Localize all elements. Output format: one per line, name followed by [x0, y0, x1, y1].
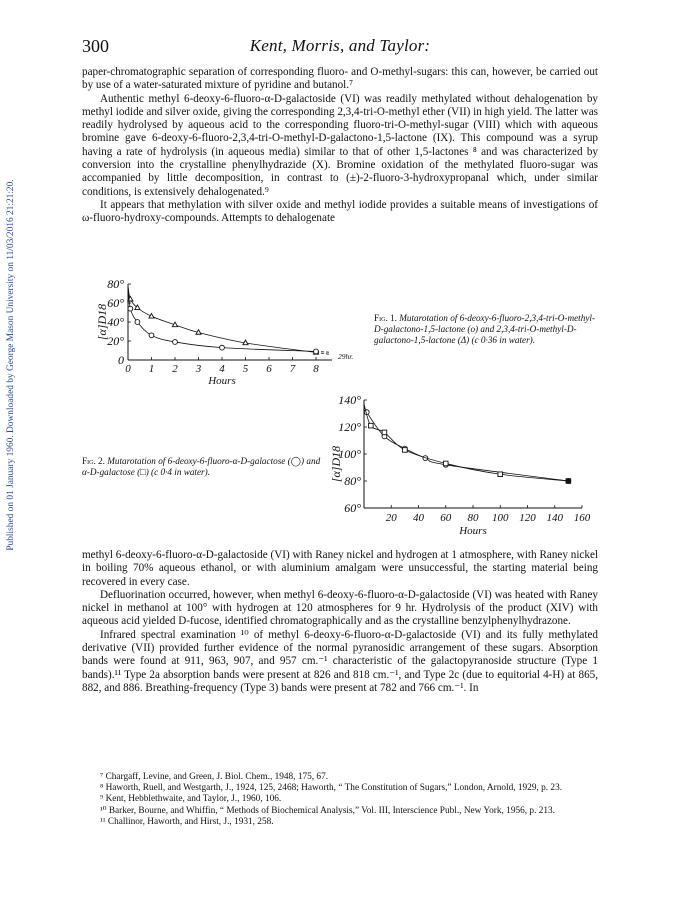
x-tick-label: 120	[519, 512, 536, 524]
x-tick-label: 5	[242, 363, 249, 375]
figure-2-caption-text: Mutarotation of 6-deoxy-6-fluoro-α-D-galactose (◯) and α-D-galactose (□) (c 0·4 in water).	[82, 456, 321, 477]
figure-1-plot	[95, 277, 353, 384]
page-header	[82, 36, 598, 58]
x-tick-label: 1	[148, 363, 155, 375]
data-point-circle	[220, 345, 225, 350]
y-tick-label: 20°	[107, 334, 124, 348]
figure-2-caption	[82, 456, 322, 478]
x-tick-label: 6	[266, 363, 272, 375]
series-line-square	[364, 404, 568, 481]
data-point-circle	[173, 340, 178, 345]
data-point-circle	[128, 306, 133, 311]
data-point-final	[566, 478, 571, 483]
x-tick-label: 100	[492, 512, 509, 524]
x-tick-label: 0	[125, 363, 131, 375]
footnote: ¹¹ Challinor, Haworth, and Hirst, J., 1931, 258.	[100, 816, 274, 827]
y-tick-label: 120°	[338, 420, 361, 434]
x-break-label: 29hr.	[338, 352, 354, 361]
paragraph: Infrared spectral examination ¹⁰ of methyl 6-deoxy-6-fluoro-α-D-galactoside (VI) and its fully methylated derivative (VII) provided further evidence of the normal pyranosidic arrangement of these sugars. Absorption bands were found at 911, 963, 907, and 957 cm.⁻¹ characteristic of the galactopyranoside structure (Type 1 bands).¹¹ Type 2a absorption bands were present at 826 and 818 cm.⁻¹, and Type 2c (due to equitorial 4-H) at 865, 882, and 886. Breathing-frequency (Type 3) bands were present at 782 and 766 cm.⁻¹. In	[82, 628, 598, 694]
x-tick-label: 7	[289, 363, 296, 375]
y-axis-label: [α]D18	[329, 445, 343, 483]
x-tick-label: 60	[440, 512, 452, 524]
x-tick-label: 140	[546, 512, 563, 524]
x-tick-label: 8	[313, 363, 319, 375]
x-tick-label: 3	[195, 363, 202, 375]
y-tick-label: 100°	[338, 447, 361, 461]
body-text-top	[82, 66, 598, 226]
y-tick-label: 40°	[107, 315, 124, 329]
figure-2-plot	[329, 393, 591, 537]
data-point-circle	[314, 349, 319, 354]
paragraph: paper-chromatographic separation of corresponding fluoro- and O-methyl-sugars: this can, however, be carried out by use of a water-saturated mixture of pyridine and butanol.⁷	[82, 66, 598, 92]
data-point-square	[369, 423, 374, 428]
footnote: ¹⁰ Barker, Bourne, and Whiffin, “ Methods of Biochemical Analysis,” Vol. III, Interscience Publ., New York, 1956, p. 213.	[100, 805, 555, 816]
x-tick-label: 40	[413, 512, 424, 524]
footnotes	[82, 772, 598, 828]
paragraph: Defluorination occurred, however, when methyl 6-deoxy-6-fluoro-α-D-galactoside (VI) was heated with Raney nickel in methanol at 100° with hydrogen at 120 atmospheres for 9 hr. Hydrolysis of the product (XIV) with aqueous acid yielded D-fucose, identified chromatographically and as the crystalline benzylphenylhydrazone.	[82, 588, 598, 628]
x-tick-label: 80	[467, 512, 479, 524]
body-text-bottom	[82, 549, 598, 695]
download-watermark-text: Published on 01 January 1960. Downloaded by George Mason University on 11/03/2016 21:21:20.	[6, 179, 16, 551]
data-point-square	[498, 472, 503, 477]
data-point-circle	[135, 320, 140, 325]
download-watermark	[4, 150, 18, 580]
series-line-circle	[128, 286, 316, 352]
figure-1-label: Fig. 1.	[374, 313, 397, 323]
x-tick-label: 2	[172, 363, 178, 375]
paragraph: Authentic methyl 6-deoxy-6-fluoro-α-D-galactoside (VI) was readily methylated without dehalogenation by methyl iodide and silver oxide, giving the corresponding 2,3,4-tri-O-methyl ether (VII) in high yield. The latter was readily hydrolysed by aqueous acid to the corresponding fluoro-tri-O-methyl-sugar (VIII) which with aqueous bromine gave 6-deoxy-6-fluoro-2,3,4-tri-O-methyl-D-galactono-1,5-lactone (IX). This compound was a syrup having a rate of hydrolysis (in aqueous media) similar to that of other 1,5-lactones ⁸ and was characterized by conversion into the crystalline phenylhydrazide (X). Bromine oxidation of the methylated fluoro-sugar was accompanied by little decomposition, in contrast to (±)-2-fluoro-3-hydroxypropanal which, under similar conditions, is extensively dehalogenated.⁹	[82, 92, 598, 198]
series-line-triangle	[128, 286, 316, 353]
x-axis-label: Hours	[208, 375, 236, 384]
data-point-square	[382, 430, 387, 435]
data-point-square	[443, 461, 448, 466]
footnote: ⁸ Haworth, Ruell, and Westgarth, J., 1924, 125, 2468; Haworth, “ The Constitution of Sugars,” London, Arnold, 1929, p. 23.	[100, 783, 563, 794]
figure-2-chart	[328, 386, 598, 542]
paragraph: methyl 6-deoxy-6-fluoro-α-D-galactoside (VI) with Raney nickel and hydrogen at 1 atmosphere, with Raney nickel in boiling 70% aqueous ethanol, or with aluminium amalgam were unsuccessful, the starting material being recovered in every case.	[82, 549, 598, 588]
y-tick-label: 140°	[338, 393, 361, 407]
paragraph: It appears that methylation with silver oxide and methyl iodide provides a suitable means of investigations of ω-fluoro-hydroxy-compounds. Attempts to dehalogenate	[82, 198, 598, 225]
y-tick-label: 60°	[107, 296, 124, 310]
page-number: 300	[82, 36, 109, 56]
data-point-circle	[149, 333, 154, 338]
footnote: ⁷ Chargaff, Levine, and Green, J. Biol. Chem., 1948, 175, 67.	[100, 772, 329, 782]
data-point-square	[403, 448, 408, 453]
y-axis-label: [α]D18	[95, 303, 109, 341]
x-tick-label: 4	[219, 363, 225, 375]
x-tick-label: 20	[385, 512, 397, 524]
running-title: Kent, Morris, and Taylor:	[249, 36, 431, 55]
figure-1-chart	[82, 274, 372, 384]
figure-1-caption-text: Mutarotation of 6-deoxy-6-fluoro-2,3,4-tri-O-methyl-D-galactono-1,5-lactone (o) and 2,3,4-tri-O-methyl-D-galactono-1,5-lactone (Δ) (c 0·36 in water).	[374, 313, 596, 345]
x-axis-label: Hours	[459, 525, 487, 537]
footnote: ⁹ Kent, Hebblethwaite, and Taylor, J., 1960, 106.	[100, 794, 282, 805]
y-tick-label: 60°	[344, 501, 361, 515]
figure-1-caption	[374, 313, 598, 346]
y-tick-label: 80°	[344, 474, 361, 488]
figure-2-label: Fig. 2.	[82, 456, 105, 466]
y-tick-label: 0	[118, 353, 124, 367]
x-tick-label: 160	[573, 512, 591, 524]
y-tick-label: 80°	[107, 277, 124, 291]
